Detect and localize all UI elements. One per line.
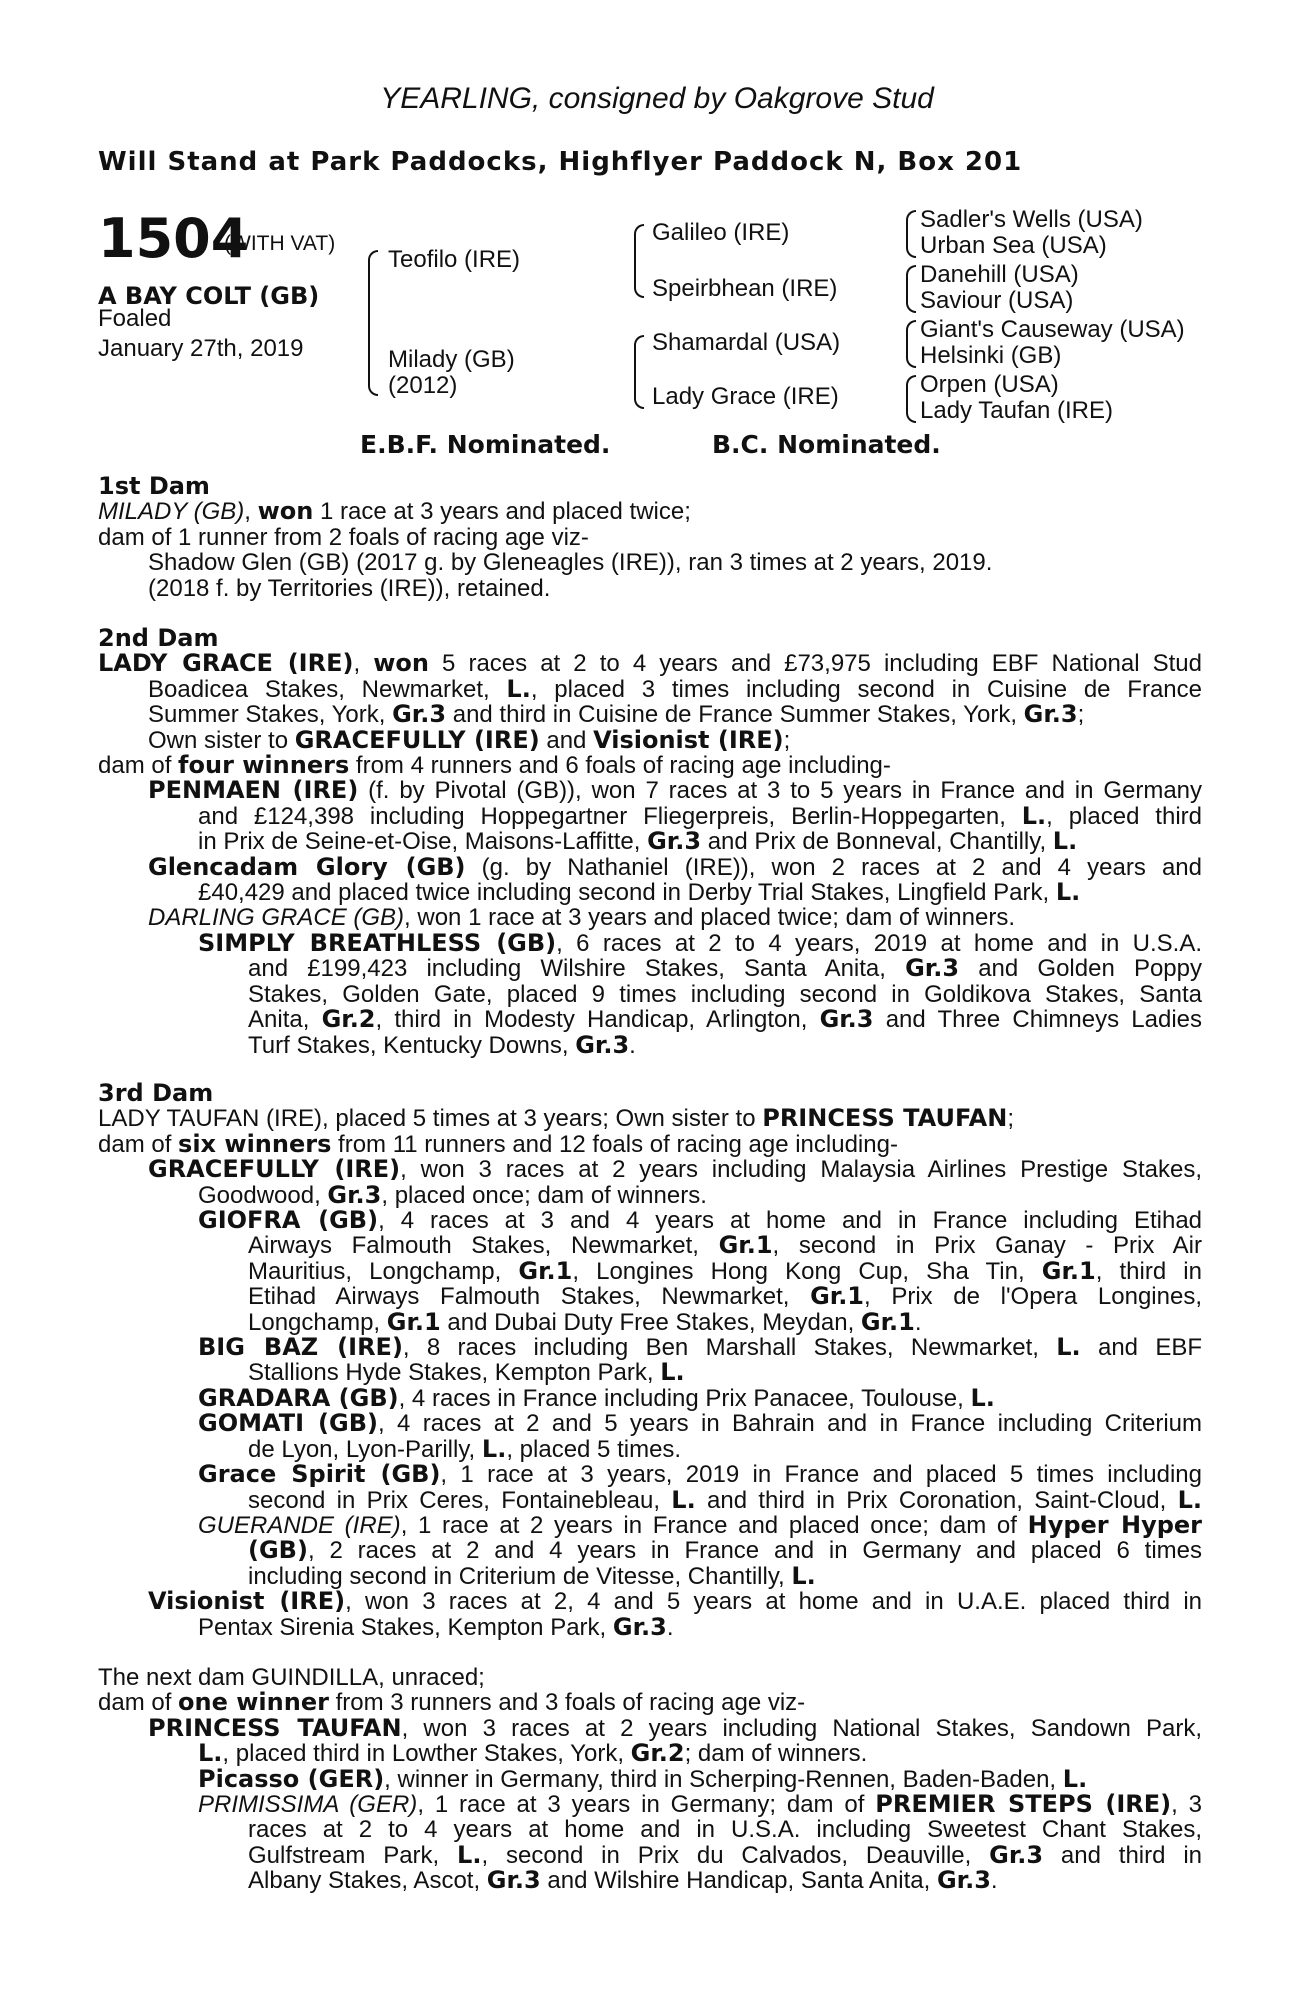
pedigree-brace (906, 265, 916, 313)
bc-nominated: B.C. Nominated. (712, 430, 941, 459)
pedigree-brace (906, 375, 916, 423)
progeny-entry: Grace Spirit (GB), 1 race at 3 years, 2019 in France and placed 5 times including (198, 1460, 1202, 1489)
pedigree-brace (906, 210, 916, 258)
pedigree-gen3-5: Giant's Causeway (USA) (920, 316, 1185, 343)
progeny-entry: Picasso (GER), winner in Germany, third in Scherping-Rennen, Baden-Baden, L. (198, 1764, 1088, 1793)
horse-name: A BAY COLT (GB) (98, 282, 320, 310)
progeny-entry: second in Prix Ceres, Fontainebleau, L. and third in Prix Coronation, Saint-Cloud, L. (248, 1485, 1202, 1514)
first-dam-heading: 1st Dam (98, 472, 210, 500)
progeny-entry: in Prix de Seine-et-Oise, Maisons-Laffitte, Gr.3 and Prix de Bonneval, Chantilly, L. (198, 827, 1078, 856)
pedigree-gen3-1: Sadler's Wells (USA) (920, 206, 1143, 233)
stand-location: Will Stand at Park Paddocks, Highflyer Paddock N, Box 201 (98, 147, 1023, 177)
pedigree-gen3-3: Danehill (USA) (920, 261, 1079, 288)
progeny-entry: Gulfstream Park, L., second in Prix du Calvados, Deauville, Gr.3 and third in (248, 1840, 1202, 1869)
first-dam-progeny: Shadow Glen (GB) (2017 g. by Gleneagles (IRE)), ran 3 times at 2 years, 2019. (148, 549, 993, 577)
first-dam-line: dam of 1 runner from 2 foals of racing age viz- (98, 523, 589, 551)
progeny-entry: DARLING GRACE (GB), won 1 race at 3 years and placed twice; dam of winners. (148, 904, 1016, 932)
pedigree-sire-dam: Speirbhean (IRE) (652, 275, 838, 302)
pedigree-dam-sire: Shamardal (USA) (652, 329, 841, 356)
pedigree-gen3-4: Saviour (USA) (920, 287, 1074, 314)
pedigree-gen3-6: Helsinki (GB) (920, 342, 1062, 369)
second-dam-heading: 2nd Dam (98, 624, 219, 652)
pedigree-brace (368, 250, 378, 396)
first-dam-line: MILADY (GB), won 1 race at 3 years and placed twice; (98, 497, 691, 526)
progeny-entry: Turf Stakes, Kentucky Downs, Gr.3. (248, 1030, 636, 1059)
progeny-entry: Pentax Sirenia Stakes, Kempton Park, Gr.3. (198, 1612, 674, 1641)
foaled-date: January 27th, 2019 (98, 335, 304, 362)
lot-number: 1504 (98, 207, 249, 270)
next-dam-line: dam of one winner from 3 runners and 3 foals of racing age viz- (98, 1688, 806, 1717)
progeny-entry: de Lyon, Lyon-Parilly, L., placed 5 times. (248, 1434, 682, 1463)
progeny-entry: including second in Criterium de Vitesse, Chantilly, L. (248, 1561, 816, 1590)
progeny-entry: GRACEFULLY (IRE), won 3 races at 2 years including Malaysia Airlines Prestige Stakes, (148, 1155, 1202, 1184)
second-dam-line: dam of four winners from 4 runners and 6 foals of racing age including- (98, 751, 891, 780)
progeny-entry: Goodwood, Gr.3, placed once; dam of winners. (198, 1180, 707, 1209)
next-dam-line: The next dam GUINDILLA, unraced; (98, 1664, 485, 1691)
next-dam-section (98, 1665, 1202, 1894)
first-dam-section (98, 474, 1202, 601)
progeny-entry: Albany Stakes, Ascot, Gr.3 and Wilshire Handicap, Santa Anita, Gr.3. (248, 1866, 998, 1895)
progeny-entry: Airways Falmouth Stakes, Newmarket, Gr.1, second in Prix Ganay - Prix Air (248, 1231, 1202, 1260)
second-dam-section (98, 626, 1202, 1058)
pedigree-brace (906, 320, 916, 368)
pedigree-brace (634, 335, 644, 409)
pedigree-dam-dam: Lady Grace (IRE) (652, 383, 839, 410)
progeny-entry: races at 2 to 4 years at home and in U.S.A. including Sweetest Chant Stakes, (248, 1816, 1202, 1844)
pedigree-dam-year: (2012) (388, 372, 458, 399)
lot-vat-note: (WITH VAT) (224, 232, 336, 255)
third-dam-section (98, 1081, 1202, 1640)
progeny-entry: and £199,423 including Wilshire Stakes, Santa Anita, Gr.3 and Golden Poppy (248, 954, 1202, 983)
third-dam-line: LADY TAUFAN (IRE), placed 5 times at 3 years; Own sister to PRINCESS TAUFAN; (98, 1104, 1014, 1133)
pedigree-gen3-7: Orpen (USA) (920, 371, 1059, 398)
progeny-entry: Etihad Airways Falmouth Stakes, Newmarket, Gr.1, Prix de l'Opera Longines, (248, 1282, 1202, 1311)
second-dam-line: LADY GRACE (IRE), won 5 races at 2 to 4 years and £73,975 including EBF National Stud (98, 649, 1202, 678)
pedigree-gen3-2: Urban Sea (USA) (920, 232, 1107, 259)
progeny-entry: GRADARA (GB), 4 races in France including Prix Panacee, Toulouse, L. (198, 1383, 995, 1412)
progeny-entry: GUERANDE (IRE), 1 race at 2 years in France and placed once; dam of Hyper Hyper (198, 1510, 1203, 1539)
foaled-label: Foaled (98, 305, 172, 332)
pedigree-brace (634, 224, 644, 298)
progeny-entry: PRINCESS TAUFAN, won 3 races at 2 years including National Stakes, Sandown Park, (148, 1713, 1202, 1742)
pedigree-dam: Milady (GB) (388, 346, 515, 373)
progeny-entry: PENMAEN (IRE) (f. by Pivotal (GB)), won 7 races at 3 to 5 years in France and in Germany (148, 776, 1203, 805)
progeny-entry: £40,429 and placed twice including second in Derby Trial Stakes, Lingfield Park, L. (198, 878, 1081, 907)
third-dam-line: dam of six winners from 11 runners and 12 foals of racing age including- (98, 1129, 898, 1158)
progeny-entry: (GB), 2 races at 2 and 4 years in France and in Germany and placed 6 times (248, 1536, 1202, 1565)
progeny-entry: BIG BAZ (IRE), 8 races including Ben Marshall Stakes, Newmarket, L. and EBF (198, 1333, 1202, 1362)
second-dam-line: Summer Stakes, York, Gr.3 and third in Cuisine de France Summer Stakes, York, Gr.3; (148, 700, 1085, 729)
consignor-title: YEARLING, consigned by Oakgrove Stud (380, 82, 934, 115)
progeny-entry: and £124,398 including Hoppegartner Fliegerpreis, Berlin-Hoppegarten, L., placed third (198, 801, 1202, 830)
ebf-nominated: E.B.F. Nominated. (360, 430, 611, 459)
progeny-entry: L., placed third in Lowther Stakes, York, Gr.2; dam of winners. (198, 1739, 868, 1768)
first-dam-progeny: (2018 f. by Territories (IRE)), retained. (148, 574, 551, 602)
progeny-entry: PRIMISSIMA (GER), 1 race at 3 years in Germany; dam of PREMIER STEPS (IRE), 3 (198, 1790, 1203, 1819)
second-dam-line: Own sister to GRACEFULLY (IRE) and Visionist (IRE); (148, 725, 791, 754)
progeny-entry: Mauritius, Longchamp, Gr.1, Longines Hong Kong Cup, Sha Tin, Gr.1, third in (248, 1256, 1202, 1285)
progeny-entry: Visionist (IRE), won 3 races at 2, 4 and 5 years at home and in U.A.E. placed third in (148, 1587, 1203, 1616)
third-dam-heading: 3rd Dam (98, 1079, 214, 1107)
pedigree-sire-sire: Galileo (IRE) (652, 219, 790, 246)
pedigree-sire: Teofilo (IRE) (388, 246, 521, 273)
progeny-entry: GIOFRA (GB), 4 races at 3 and 4 years at home and in France including Etihad (198, 1206, 1203, 1235)
pedigree-gen3-8: Lady Taufan (IRE) (920, 397, 1113, 424)
progeny-entry: Longchamp, Gr.1 and Dubai Duty Free Stakes, Meydan, Gr.1. (248, 1307, 922, 1336)
progeny-entry: SIMPLY BREATHLESS (GB), 6 races at 2 to 4 years, 2019 at home and in U.S.A. (198, 928, 1203, 957)
progeny-entry: GOMATI (GB), 4 races at 2 and 5 years in Bahrain and in France including Criterium (198, 1409, 1203, 1438)
progeny-entry: Glencadam Glory (GB) (g. by Nathaniel (IRE)), won 2 races at 2 and 4 years and (148, 852, 1202, 881)
progeny-entry: Stallions Hyde Stakes, Kempton Park, L. (248, 1358, 685, 1387)
progeny-entry: Stakes, Golden Gate, placed 9 times including second in Goldikova Stakes, Santa (248, 980, 1202, 1008)
second-dam-line: Boadicea Stakes, Newmarket, L., placed 3 times including second in Cuisine de France (148, 674, 1202, 703)
progeny-entry: Anita, Gr.2, third in Modesty Handicap, Arlington, Gr.3 and Three Chimneys Ladies (248, 1005, 1203, 1034)
